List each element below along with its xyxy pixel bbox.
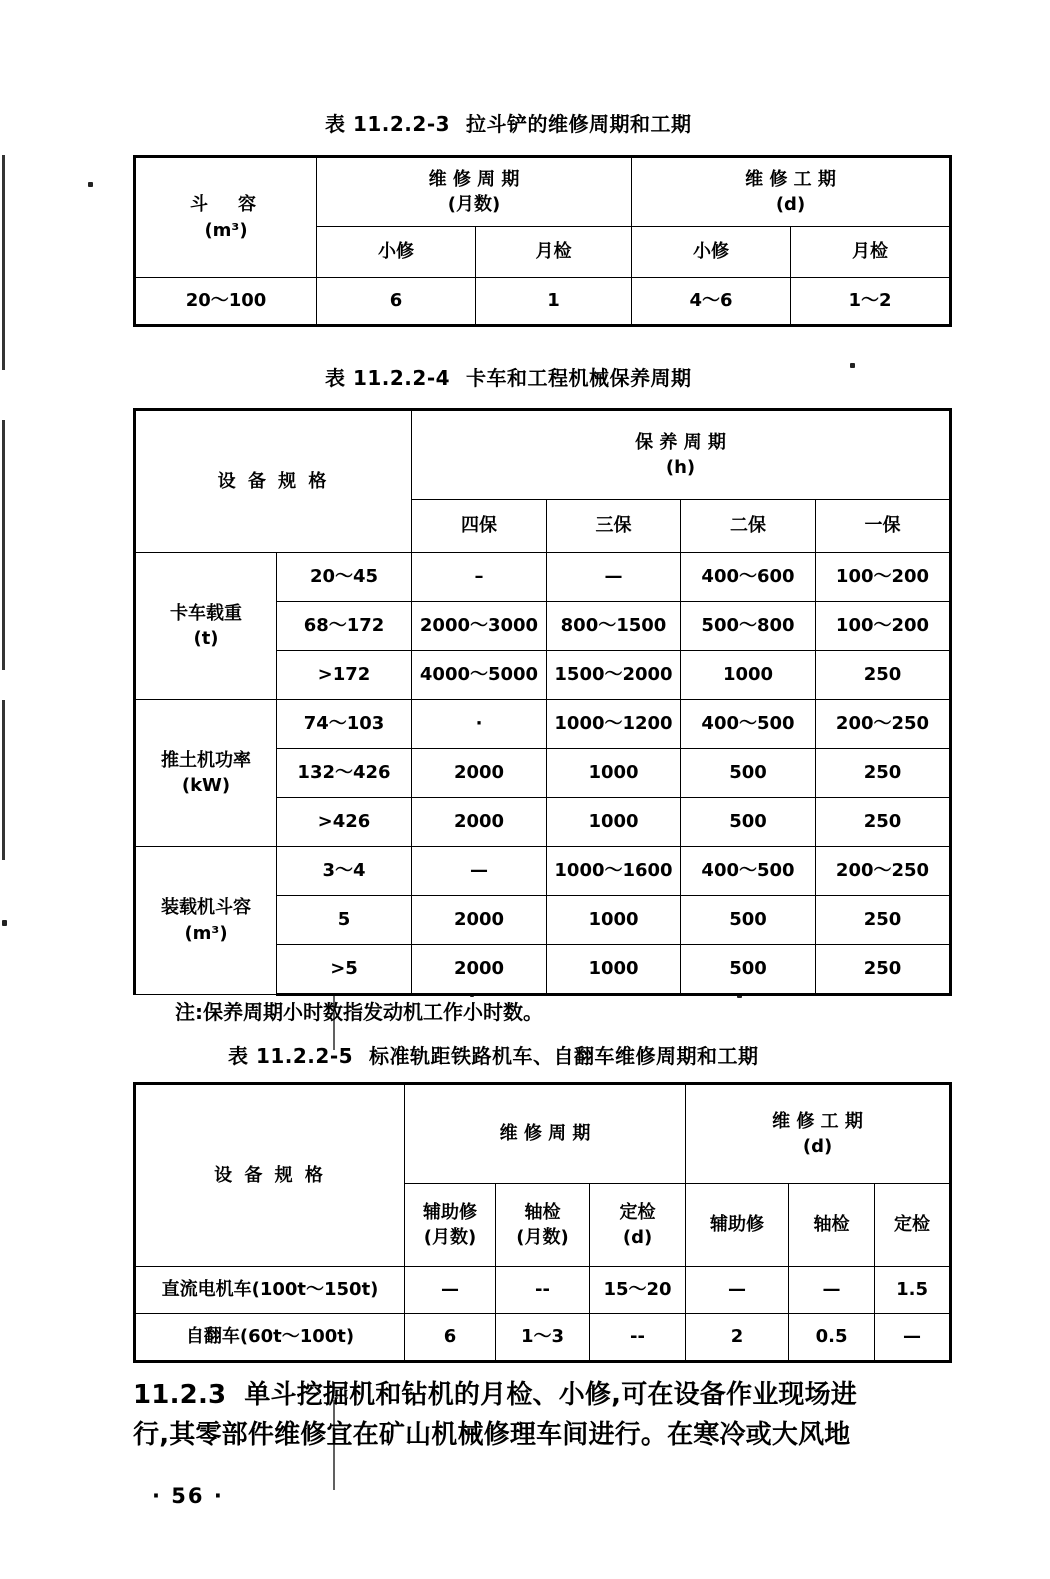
table1-caption-title: 拉斗铲的维修周期和工期 bbox=[466, 112, 692, 136]
section-number: 11.2.3 bbox=[133, 1380, 227, 1410]
table-row bbox=[135, 553, 951, 602]
table3-group-cycle bbox=[405, 1084, 686, 1184]
table2-group2-name bbox=[135, 847, 277, 995]
table2-subheader-0: 四保 bbox=[412, 500, 547, 553]
table3-caption-number: 表 11.2.2-5 bbox=[228, 1044, 354, 1068]
table2-g0-r1-val-1: 800～1500 bbox=[547, 602, 681, 651]
table3-sub-cycle-1-name: 轴检 bbox=[524, 1201, 561, 1223]
table1-row0-val-3: 1～2 bbox=[791, 278, 951, 326]
table2-group1-name bbox=[135, 700, 277, 847]
table2-g2-r1-val-2: 500 bbox=[681, 896, 816, 945]
table2-g0-r1-val-0: 2000～3000 bbox=[412, 602, 547, 651]
table2-g0-r2-val-2: 1000 bbox=[681, 651, 816, 700]
table2-g1-r2-val-1: 1000 bbox=[547, 798, 681, 847]
table2-group-unit: (h) bbox=[665, 457, 696, 478]
table1-header-row-1 bbox=[135, 157, 951, 227]
table1-group-cycle bbox=[317, 157, 632, 227]
table1-group-duration bbox=[632, 157, 951, 227]
table2-g2-r1-spec: 5 bbox=[277, 896, 412, 945]
table3-row1-val-3: 2 bbox=[686, 1314, 789, 1362]
table1-group-cycle-unit: (月数) bbox=[447, 194, 501, 215]
scan-artifact-left-3 bbox=[2, 700, 5, 860]
table1-row0-val-0: 6 bbox=[317, 278, 476, 326]
table2-g2-r2-val-1: 1000 bbox=[547, 945, 681, 995]
table2-group0-label: 卡车载重 bbox=[170, 602, 242, 624]
table3-row1-val-2: -- bbox=[590, 1314, 686, 1362]
table2-header-row-1 bbox=[135, 410, 951, 500]
table1-row0-val-1: 1 bbox=[476, 278, 632, 326]
table1-row0-val-2: 4～6 bbox=[632, 278, 791, 326]
table2-g2-r0-val-0: — bbox=[412, 847, 547, 896]
table1-subheader-1: 月检 bbox=[476, 227, 632, 278]
table3-sub-cycle-2-name: 定检 bbox=[619, 1201, 656, 1223]
table-row bbox=[135, 1314, 951, 1362]
table-row bbox=[135, 700, 951, 749]
table-row bbox=[135, 1267, 951, 1314]
table2-group0-name bbox=[135, 553, 277, 700]
table2-note: 注:保养周期小时数指发动机工作小时数。 bbox=[175, 1000, 543, 1024]
table-row bbox=[135, 847, 951, 896]
paragraph-line-1: 单斗挖掘机和钻机的月检、小修,可在设备作业现场进 bbox=[244, 1380, 858, 1410]
table3-row0-val-5: 1.5 bbox=[875, 1267, 951, 1314]
table2-g0-r2-spec: >172 bbox=[277, 651, 412, 700]
table2-g0-r0-spec: 20～45 bbox=[277, 553, 412, 602]
table2-caption-number: 表 11.2.2-4 bbox=[325, 366, 451, 390]
table2-g0-r1-val-2: 500～800 bbox=[681, 602, 816, 651]
table2-g1-r1-val-2: 500 bbox=[681, 749, 816, 798]
table2-g0-r1-val-3: 100～200 bbox=[816, 602, 951, 651]
table2-caption-title: 卡车和工程机械保养周期 bbox=[466, 366, 692, 390]
scan-artifact-dot-5 bbox=[850, 363, 855, 368]
table2-g1-r1-val-1: 1000 bbox=[547, 749, 681, 798]
paragraph-line-2: 行,其零部件维修宜在矿山机械修理车间进行。在寒冷或大风地 bbox=[133, 1419, 851, 1450]
table1-spec-label: 斗 容 bbox=[190, 194, 262, 216]
table3-sub-cycle-0 bbox=[405, 1184, 496, 1267]
table2-spec-label: 设 备 规 格 bbox=[217, 470, 330, 492]
table1-group-cycle-label: 维 修 周 期 bbox=[428, 168, 520, 190]
table3-spec-label: 设 备 规 格 bbox=[214, 1164, 326, 1186]
table3-sub-duration-2: 定检 bbox=[875, 1184, 951, 1267]
table2-g1-r0-val-3: 200～250 bbox=[816, 700, 951, 749]
table2-g2-r2-val-2: 500 bbox=[681, 945, 816, 995]
table2-g2-r0-spec: 3～4 bbox=[277, 847, 412, 896]
table2-g2-r1-val-0: 2000 bbox=[412, 896, 547, 945]
table1-caption bbox=[325, 108, 692, 137]
scan-artifact-dot-2 bbox=[2, 920, 7, 926]
table3-spec-header bbox=[135, 1084, 405, 1267]
table3-group-duration bbox=[686, 1084, 951, 1184]
table2-g1-r0-val-2: 400～500 bbox=[681, 700, 816, 749]
table2-spec-header bbox=[135, 410, 412, 553]
table2-caption bbox=[325, 362, 692, 391]
table2-g1-r2-val-2: 500 bbox=[681, 798, 816, 847]
table1-spec-unit: (m³) bbox=[204, 219, 248, 241]
table3-sub-cycle-2 bbox=[590, 1184, 686, 1267]
table2-group-label: 保 养 周 期 bbox=[635, 431, 726, 453]
table2-subheader-3: 一保 bbox=[816, 500, 951, 553]
table3-row1-val-1: 1～3 bbox=[496, 1314, 590, 1362]
scan-artifact-left-2 bbox=[2, 420, 5, 670]
table3-caption-title: 标准轨距铁路机车、自翻车维修周期和工期 bbox=[369, 1044, 759, 1068]
table2-g2-r0-val-1: 1000～1600 bbox=[547, 847, 681, 896]
table2-g1-r2-val-0: 2000 bbox=[412, 798, 547, 847]
table3-row0-val-2: 15～20 bbox=[590, 1267, 686, 1314]
table3-sub-cycle-1 bbox=[496, 1184, 590, 1267]
table2-g1-r1-val-0: 2000 bbox=[412, 749, 547, 798]
table1-spec-header bbox=[135, 157, 317, 278]
table3-sub-cycle-2-unit: (d) bbox=[622, 1227, 653, 1248]
table2-g2-r1-val-1: 1000 bbox=[547, 896, 681, 945]
table3-row0-val-1: -- bbox=[496, 1267, 590, 1314]
table2-group1-label: 推土机功率 bbox=[161, 749, 251, 771]
table2-g1-r1-val-3: 250 bbox=[816, 749, 951, 798]
table3-row0-val-4: — bbox=[789, 1267, 875, 1314]
table2-g1-r2-val-3: 250 bbox=[816, 798, 951, 847]
page-number: · 56 · bbox=[152, 1484, 224, 1508]
table-11-2-2-4 bbox=[133, 408, 952, 996]
scan-artifact-left-1 bbox=[2, 155, 5, 370]
table1-subheader-3: 月检 bbox=[791, 227, 951, 278]
table-11-2-2-3 bbox=[133, 155, 952, 327]
table3-row1-val-4: 0.5 bbox=[789, 1314, 875, 1362]
table-11-2-2-5 bbox=[133, 1082, 952, 1363]
table3-header-row-1 bbox=[135, 1084, 951, 1184]
table3-row1-spec: 自翻车(60t～100t) bbox=[135, 1314, 405, 1362]
table2-subheader-1: 三保 bbox=[547, 500, 681, 553]
table2-g0-r2-val-1: 1500～2000 bbox=[547, 651, 681, 700]
table1-row0-spec: 20～100 bbox=[135, 278, 317, 326]
table1-group-duration-unit: (d) bbox=[775, 194, 806, 215]
table1-group-duration-label: 维 修 工 期 bbox=[745, 168, 836, 190]
table2-g1-r0-spec: 74～103 bbox=[277, 700, 412, 749]
table2-group2-unit: (m³) bbox=[184, 922, 228, 944]
table2-group0-unit: (t) bbox=[193, 628, 219, 649]
table3-sub-cycle-0-name: 辅助修 bbox=[423, 1201, 477, 1223]
table3-group-cycle-label: 维 修 周 期 bbox=[499, 1123, 591, 1145]
table3-row0-val-0: — bbox=[405, 1267, 496, 1314]
table2-g0-r1-spec: 68～172 bbox=[277, 602, 412, 651]
table2-g0-r0-val-0: – bbox=[412, 553, 547, 602]
table3-row1-val-5: — bbox=[875, 1314, 951, 1362]
table3-row0-val-3: — bbox=[686, 1267, 789, 1314]
table3-sub-cycle-0-unit: (月数) bbox=[423, 1227, 477, 1248]
table1-subheader-0: 小修 bbox=[317, 227, 476, 278]
table2-subheader-2: 二保 bbox=[681, 500, 816, 553]
table3-sub-duration-0: 辅助修 bbox=[686, 1184, 789, 1267]
table2-group2-label: 装载机斗容 bbox=[161, 897, 251, 919]
table3-row1-val-0: 6 bbox=[405, 1314, 496, 1362]
table2-g2-r0-val-3: 200～250 bbox=[816, 847, 951, 896]
table2-g1-r0-val-0: · bbox=[412, 700, 547, 749]
table2-g0-r2-val-0: 4000～5000 bbox=[412, 651, 547, 700]
table2-g0-r2-val-3: 250 bbox=[816, 651, 951, 700]
table3-row0-spec: 直流电机车(100t～150t) bbox=[135, 1267, 405, 1314]
table2-group-header bbox=[412, 410, 951, 500]
scan-artifact-dot-1 bbox=[88, 182, 93, 187]
table2-g1-r2-spec: >426 bbox=[277, 798, 412, 847]
table2-g2-r2-spec: >5 bbox=[277, 945, 412, 995]
body-paragraph bbox=[133, 1376, 963, 1455]
table2-g0-r0-val-1: — bbox=[547, 553, 681, 602]
table3-group-duration-unit: (d) bbox=[802, 1136, 833, 1157]
table2-g0-r0-val-2: 400～600 bbox=[681, 553, 816, 602]
table2-g2-r1-val-3: 250 bbox=[816, 896, 951, 945]
table2-g2-r0-val-2: 400～500 bbox=[681, 847, 816, 896]
table3-sub-cycle-1-unit: (月数) bbox=[516, 1227, 569, 1248]
table2-g1-r0-val-1: 1000～1200 bbox=[547, 700, 681, 749]
table3-caption bbox=[228, 1040, 759, 1069]
table2-group1-unit: (kW) bbox=[181, 775, 231, 796]
table-row bbox=[135, 278, 951, 326]
table1-subheader-2: 小修 bbox=[632, 227, 791, 278]
table2-g0-r0-val-3: 100～200 bbox=[816, 553, 951, 602]
table1-caption-number: 表 11.2.2-3 bbox=[325, 112, 451, 136]
table3-sub-duration-1: 轴检 bbox=[789, 1184, 875, 1267]
table3-group-duration-label: 维 修 工 期 bbox=[772, 1110, 863, 1132]
table2-g2-r2-val-0: 2000 bbox=[412, 945, 547, 995]
table2-g2-r2-val-3: 250 bbox=[816, 945, 951, 995]
table2-g1-r1-spec: 132～426 bbox=[277, 749, 412, 798]
